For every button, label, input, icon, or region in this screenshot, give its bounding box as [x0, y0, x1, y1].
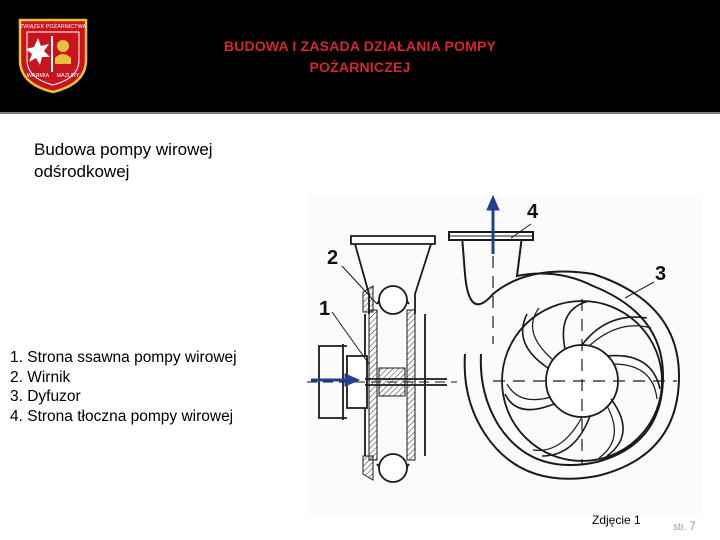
part-label-1: 1 — [319, 298, 331, 320]
figure-caption: Zdjęcie 1 — [592, 513, 641, 527]
legend-item: 1. Strona ssawna pompy wirowej — [10, 349, 237, 366]
section-heading — [34, 139, 294, 183]
suction-side-section — [319, 236, 447, 482]
impeller-section-left — [369, 310, 377, 460]
impeller-section-right — [407, 310, 415, 460]
subtitle-line-1: Budowa pompy wirowej — [34, 140, 213, 159]
outflow-arrow — [487, 196, 499, 254]
subtitle-line-2: odśrodkowej — [34, 162, 130, 181]
fire-brigade-logo — [16, 16, 90, 94]
title-line-2: POŻARNICZEJ — [309, 59, 411, 75]
parts-legend — [10, 348, 237, 426]
part-label-2: 2 — [327, 247, 339, 269]
title-line-1: BUDOWA I ZASADA DZIAŁANIA POMPY — [223, 38, 497, 54]
pump-diagram — [307, 194, 702, 514]
legend-item: 2. Wirnik — [10, 368, 71, 386]
page-number-prefix: str. — [673, 522, 687, 533]
header-divider — [0, 112, 720, 114]
svg-text:ZWIĄZEK POŻARNICTWA: ZWIĄZEK POŻARNICTWA — [19, 24, 87, 30]
casing-flange-bottom — [363, 456, 373, 480]
part-label-3: 3 — [655, 263, 667, 285]
part-label-4: 4 — [527, 201, 539, 223]
page-number-value: 7 — [689, 519, 696, 533]
svg-text:MAZURY: MAZURY — [56, 73, 80, 79]
page-number — [673, 519, 696, 533]
svg-text:WARMIA: WARMIA — [26, 73, 50, 79]
legend-item: 3. Dyfuzor — [10, 388, 81, 405]
legend-item: 4. Strona tłoczna pompy wirowej — [10, 407, 234, 425]
page-title — [160, 36, 560, 78]
